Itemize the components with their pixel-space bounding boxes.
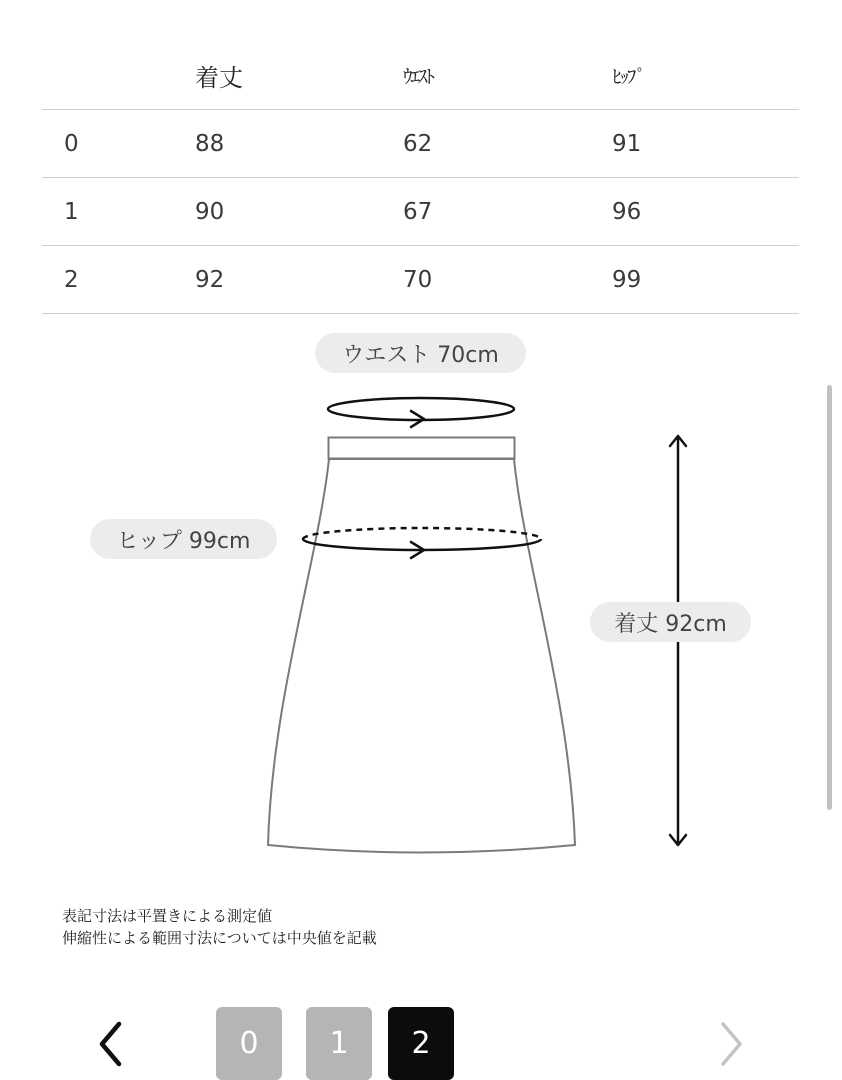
chevron-right-icon [710, 1018, 750, 1070]
size-table [42, 42, 799, 314]
prev-button[interactable] [92, 1018, 132, 1070]
size-pager [0, 1000, 842, 1080]
length-cell: 92 [195, 266, 225, 293]
skirt-illustration [0, 316, 842, 876]
waist-loop [328, 398, 514, 427]
waist-cell: 67 [403, 198, 433, 225]
header-waist: ｳｴｽﾄ [403, 66, 434, 88]
page-button-1[interactable]: 1 [306, 1007, 372, 1080]
table-row [42, 178, 799, 246]
hip-cell: 99 [612, 266, 642, 293]
chevron-left-icon [92, 1018, 132, 1070]
length-measure-label: 着丈 92cm [590, 602, 751, 642]
table-header-row [42, 42, 799, 110]
note-line: 伸縮性による範囲寸法については中央値を記載 [62, 929, 377, 947]
size-cell: 0 [64, 130, 79, 157]
vertical-scrollbar[interactable] [827, 385, 832, 810]
waistband [329, 438, 515, 459]
length-cell: 90 [195, 198, 225, 225]
hip-measure-label: ヒップ 99cm [90, 519, 277, 559]
skirt-measurement-diagram [0, 316, 842, 876]
hip-cell: 91 [612, 130, 642, 157]
skirt-body [268, 459, 575, 853]
waist-measure-label: ウエスト 70cm [315, 333, 526, 373]
waist-cell: 62 [403, 130, 433, 157]
header-length: 着丈 [195, 64, 243, 92]
page-button-0[interactable]: 0 [216, 1007, 282, 1080]
note-line: 表記寸法は平置きによる測定値 [62, 907, 273, 925]
size-cell: 2 [64, 266, 79, 293]
waist-cell: 70 [403, 266, 433, 293]
hip-cell: 96 [612, 198, 642, 225]
measurement-notes [62, 905, 377, 949]
table-row [42, 110, 799, 178]
size-cell: 1 [64, 198, 79, 225]
table-row [42, 246, 799, 314]
header-hip: ﾋｯﾌﾟ [612, 66, 645, 88]
next-button[interactable] [710, 1018, 750, 1070]
page-button-2[interactable]: 2 [388, 1007, 454, 1080]
length-cell: 88 [195, 130, 225, 157]
